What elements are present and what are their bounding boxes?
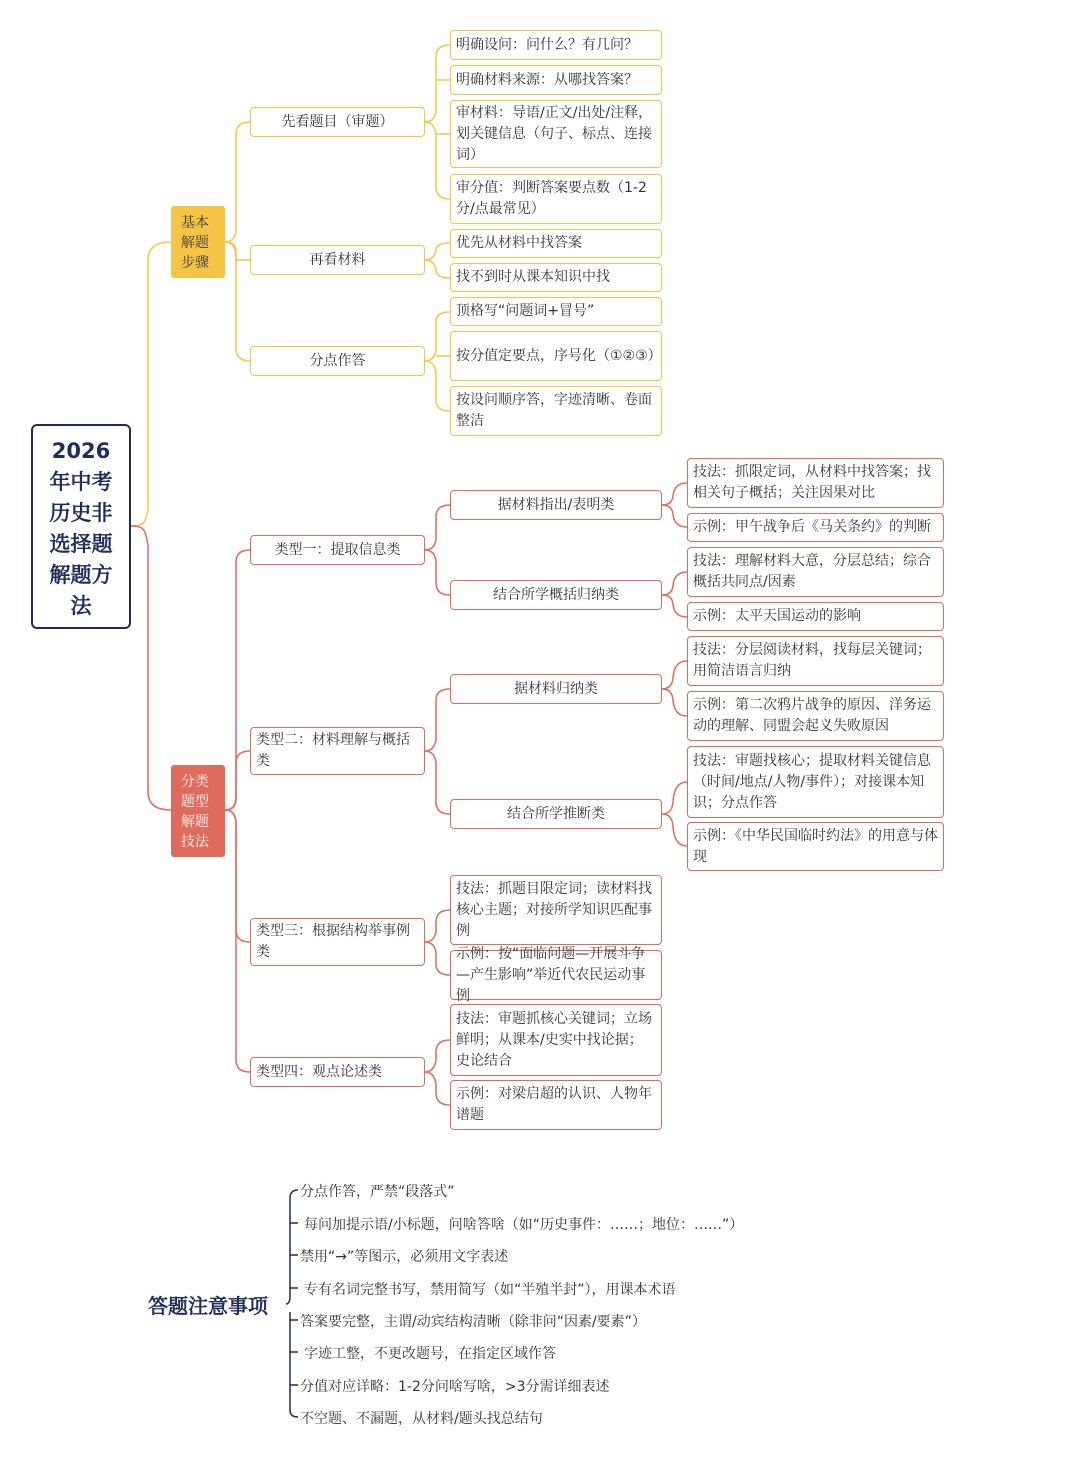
connector [425, 312, 450, 361]
connector [425, 1072, 450, 1105]
connector [225, 810, 250, 942]
connector [225, 810, 250, 1072]
connector [425, 942, 450, 975]
type1-sub2-item: 技法：理解材料大意，分层总结；综合概括共同点/因素 [687, 547, 944, 597]
note-item: 分值对应详略：1-2分问啥写啥，>3分需详细表述 [300, 1379, 610, 1395]
step1-item: 明确设问：问什么？有几问？ [450, 30, 662, 60]
type-3: 类型三：根据结构举事例类 [250, 918, 425, 966]
type2-sub: 结合所学推断类 [450, 799, 662, 829]
note-item: 分点作答，严禁“段落式” [300, 1184, 455, 1200]
connector [225, 122, 250, 242]
step3-item: 顶格写“问题词+冒号” [450, 297, 662, 326]
connector [662, 661, 687, 689]
note-item: 不空题、不漏题，从材料/题头找总结句 [300, 1411, 543, 1427]
note-item: 答案要完整，主谓/动宾结构清晰（除非问“因素/要素”） [300, 1314, 646, 1330]
note-item: 禁用“→”等图示，必须用文字表述 [300, 1249, 509, 1265]
step-read-question: 先看题目（审题） [250, 107, 425, 137]
connector [225, 550, 250, 810]
connector [425, 45, 450, 122]
type1-sub1-item: 技法：抓限定词，从材料中找答案；找相关句子概括；关注因果对比 [687, 458, 944, 508]
connector [662, 814, 687, 846]
category-question-types: 分类题型解题技法 [171, 765, 225, 857]
note-item: 专有名词完整书写，禁用简写（如“半殖半封”），用课本术语 [304, 1282, 676, 1298]
notes-bracket [286, 1190, 298, 1417]
type4-item: 示例：对梁启超的认识、人物年谱题 [450, 1080, 662, 1130]
connector [425, 260, 450, 278]
type2-sub: 据材料归纳类 [450, 674, 662, 704]
connector [425, 689, 450, 751]
connector [225, 751, 250, 810]
type-2: 类型二：材料理解与概括类 [250, 727, 425, 775]
type2-sub1-item: 技法：分层阅读材料，找每层关键词；用简洁语言归纳 [687, 636, 944, 686]
type2-sub1-item: 示例：第二次鸦片战争的原因、洋务运动的理解、同盟会起义失败原因 [687, 691, 944, 741]
type1-sub2-item: 示例：太平天国运动的影响 [687, 602, 944, 631]
connector [425, 361, 450, 411]
step3-item: 按设问顺序答，字迹清晰、卷面整洁 [450, 386, 662, 436]
note-item: 字迹工整，不更改题号，在指定区域作答 [304, 1346, 556, 1362]
connector [425, 910, 450, 942]
connector [662, 689, 687, 716]
connector [425, 505, 450, 550]
step1-item: 审分值：判断答案要点数（1-2分/点最常见） [450, 174, 662, 224]
connector [662, 483, 687, 505]
type-4: 类型四：观点论述类 [250, 1057, 425, 1087]
connector [425, 122, 450, 199]
type-1: 类型一：提取信息类 [250, 535, 425, 565]
type1-sub1-item: 示例：甲午战争后《马关条约》的判断 [687, 513, 944, 542]
connector [131, 526, 171, 810]
connector [425, 243, 450, 260]
category-basic-steps: 基本解题步骤 [171, 206, 225, 278]
type1-sub: 据材料指出/表明类 [450, 490, 662, 520]
step1-item: 审材料：导语/正文/出处/注释，划关键信息（句子、标点、连接词） [450, 100, 662, 168]
connector [425, 550, 450, 595]
step-read-material: 再看材料 [250, 245, 425, 275]
connector [662, 595, 687, 617]
connector [131, 242, 171, 526]
connector [225, 242, 250, 361]
step1-item: 明确材料来源：从哪找答案？ [450, 65, 662, 95]
type2-sub2-item: 示例：《中华民国临时约法》的用意与体现 [687, 822, 944, 871]
root-title: 2026年中考历史非选择题解题方法 [31, 424, 131, 629]
connector [662, 505, 687, 527]
type3-item: 示例：按“面临问题—开展斗争—产生影响”举近代农民运动事例 [450, 950, 662, 1000]
connector [662, 782, 687, 814]
connector [225, 242, 250, 260]
type2-sub2-item: 技法：审题找核心；提取材料关键信息（时间/地点/人物/事件）；对接课本知识；分点作答 [687, 746, 944, 818]
step3-item: 按分值定要点，序号化（①②③） [450, 331, 662, 381]
type3-item: 技法：抓题目限定词；读材料找核心主题；对接所学知识匹配事例 [450, 875, 662, 945]
connector [425, 751, 450, 814]
connector [425, 1040, 450, 1072]
connector [662, 572, 687, 595]
step2-item: 优先从材料中找答案 [450, 229, 662, 258]
type4-item: 技法：审题抓核心关键词；立场鲜明；从课本/史实中找论据；史论结合 [450, 1004, 662, 1076]
step-answer-points: 分点作答 [250, 346, 425, 376]
note-item: 每问加提示语/小标题，问啥答啥（如“历史事件：……；地位：……”） [304, 1217, 744, 1233]
notes-title: 答题注意事项 [148, 1294, 268, 1318]
step2-item: 找不到时从课本知识中找 [450, 263, 662, 292]
type1-sub: 结合所学概括归纳类 [450, 580, 662, 610]
